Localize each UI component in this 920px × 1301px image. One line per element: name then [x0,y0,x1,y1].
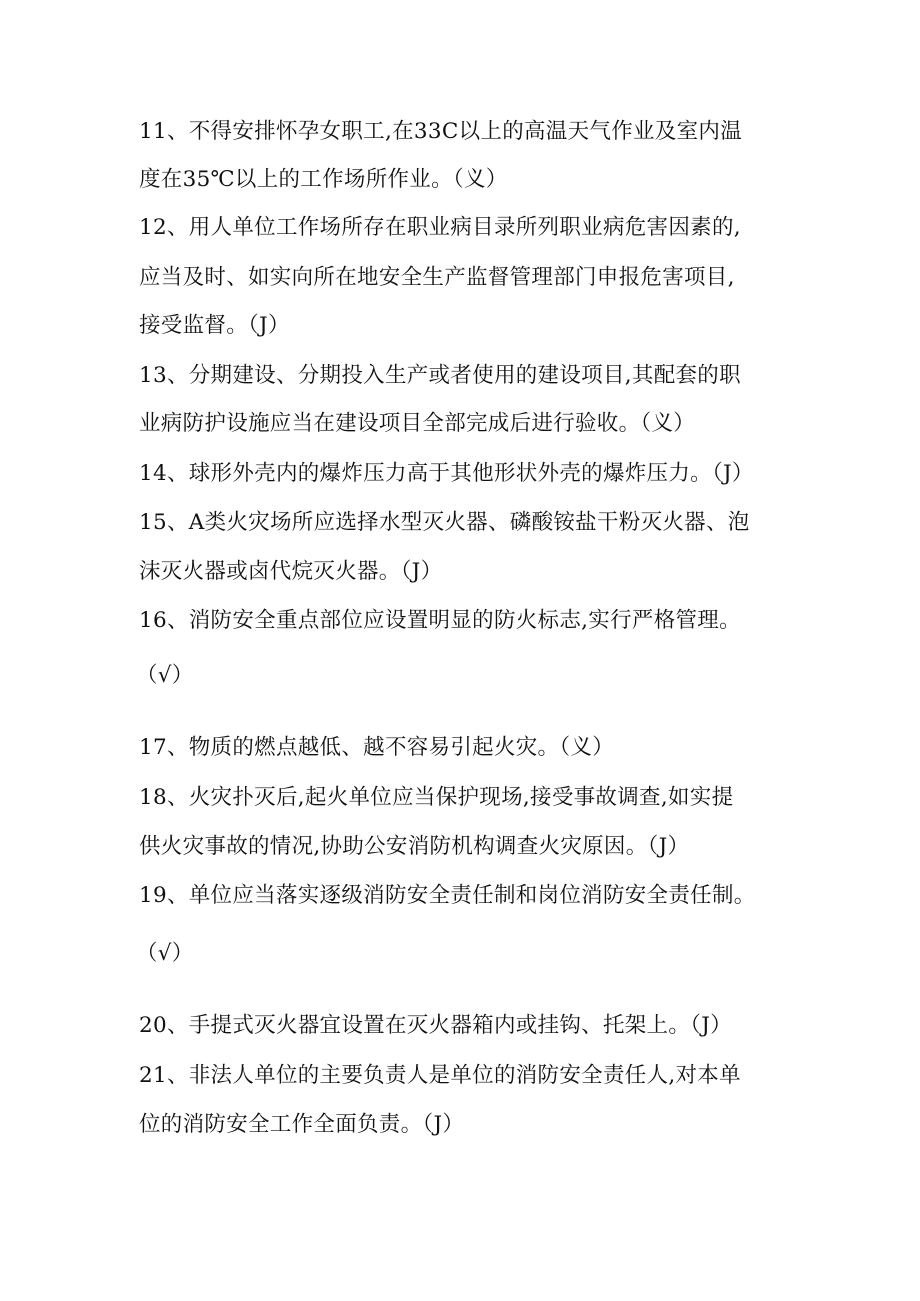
question-13-line-1: 13、分期建设、分期投入生产或者使用的建设项目,其配套的职 [139,363,741,388]
question-12-line-3: 接受监督。（J） [139,313,290,338]
question-21-line-1: 21、非法人单位的主要负责人是单位的消防安全责任人,对本单 [139,1063,741,1088]
question-13-line-2: 业病防护设施应当在建设项目全部完成后进行验收。（义） [139,411,696,436]
question-20-line-1: 20、手提式灭火器宜设置在灭火器箱内或挂钩、托架上。（J） [139,1013,732,1038]
question-21-line-2: 位的消防安全工作全面负责。（J） [139,1112,465,1137]
question-12-line-2: 应当及时、如实向所在地安全生产监督管理部门申报危害项目, [139,265,735,290]
question-19-answer: （√） [136,941,194,966]
question-16-line-1: 16、消防安全重点部位应设置明显的防火标志,实行严格管理。 [139,608,741,633]
question-11-line-1: 11、不得安排怀孕女职工,在33C以上的高温天气作业及室内温 [139,119,743,144]
question-14-line-1: 14、球形外壳内的爆炸压力高于其他形状外壳的爆炸压力。（J） [139,461,754,486]
question-15-line-2: 沫灭火器或卤代烷灭火器。（J） [139,559,443,584]
question-18-line-2: 供火灾事故的情况,协助公安消防机构调查火灾原因。（J） [139,834,690,859]
question-15-line-1: 15、A类火灾场所应选择水型灭火器、磷酸铵盐干粉灭火器、泡 [139,510,750,535]
question-12-line-1: 12、用人单位工作场所存在职业病目录所列职业病危害因素的, [139,215,741,240]
question-17-line-1: 17、物质的燃点越低、越不容易引起火灾。（义） [139,735,615,760]
question-19-line-1: 19、单位应当落实逐级消防安全责任制和岗位消防安全责任制。 [139,883,756,908]
question-16-answer: （√） [136,663,194,688]
question-11-line-2: 度在35℃以上的工作场所作业。（义） [139,167,508,192]
question-18-line-1: 18、火灾扑灭后,起火单位应当保护现场,接受事故调查,如实提 [139,785,734,810]
